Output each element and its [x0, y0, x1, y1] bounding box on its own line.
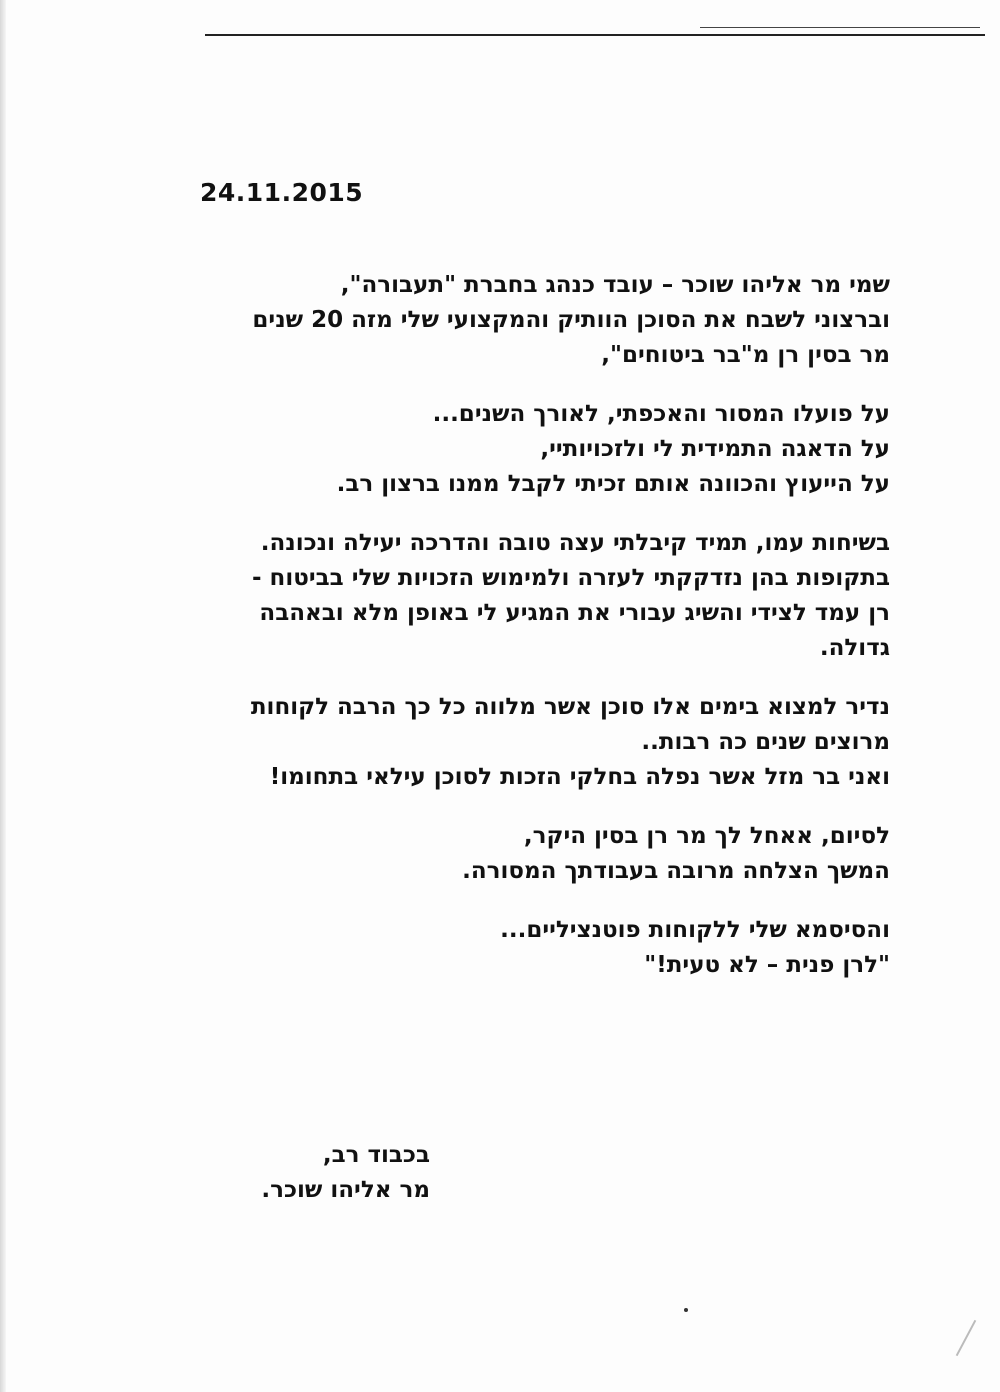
paragraph-thanks	[230, 397, 890, 502]
text-line: נדיר למצוא בימים אלו סוכן אשר מלווה כל כך הרבה לקוחות	[250, 694, 890, 720]
text-line: לסיום, אאחל לך מר רן בסין היקר,	[523, 823, 890, 849]
letter-body	[230, 268, 890, 1007]
letter-date: 24.11.2015	[200, 178, 364, 207]
scan-corner-mark	[956, 1320, 977, 1356]
text-line: מרוצים שנים כה רבות..	[641, 729, 890, 755]
paragraph-rare-agent	[230, 690, 890, 795]
text-line: מר בסין רן מ"בר ביטוחים",	[601, 342, 890, 368]
top-rule-thin	[700, 27, 980, 28]
paragraph-wishes	[230, 819, 890, 889]
letter-closing	[240, 1138, 430, 1208]
text-line: בשיחות עמו, תמיד קיבלתי עצה טובה והדרכה יעילה ונכונה.	[260, 530, 890, 556]
text-line: שמי מר אליהו שוכר – עובד כנהג בחברת "תעבורה",	[340, 272, 890, 298]
top-rule	[205, 34, 985, 36]
scan-edge	[0, 0, 6, 1392]
text-line: על הדאגה התמידית לי ולזכויותיי,	[540, 436, 890, 462]
text-line: המשך הצלחה מרובה בעבודתך המסורה.	[462, 858, 890, 884]
text-line: "לרן פנית – לא טעית!"	[644, 952, 890, 978]
text-line: והסיסמא שלי ללקוחות פוטנציליים...	[500, 917, 890, 943]
text-line: על הייעוץ והכוונה אותם זכיתי לקבל ממנו ברצון רב.	[336, 471, 890, 497]
text-line: ואני בר מזל אשר נפלה בחלקי הזכות לסוכן עילאי בתחומו!	[269, 764, 890, 790]
paragraph-slogan	[230, 913, 890, 983]
text-line: בתקופות בהן נזדקקתי לעזרה ולמימוש הזכויות שלי בביטוח -	[251, 565, 890, 591]
text-line: גדולה.	[819, 635, 890, 661]
scan-speck	[684, 1308, 688, 1312]
paragraph-advice	[230, 526, 890, 666]
text-line: וברצוני לשבח את הסוכן הוותיק והמקצועי שלי מזה 20 שנים	[252, 307, 890, 333]
text-line: רן עמד לצידי והשיג עבורי את המגיע לי באופן מלא ובאהבה	[259, 600, 890, 626]
text-line: על פועלו המסור והאכפתי, לאורך השנים...	[432, 401, 890, 427]
closing-signature: מר אליהו שוכר.	[261, 1177, 430, 1203]
closing-salutation: בכבוד רב,	[322, 1142, 430, 1168]
paragraph-intro	[230, 268, 890, 373]
